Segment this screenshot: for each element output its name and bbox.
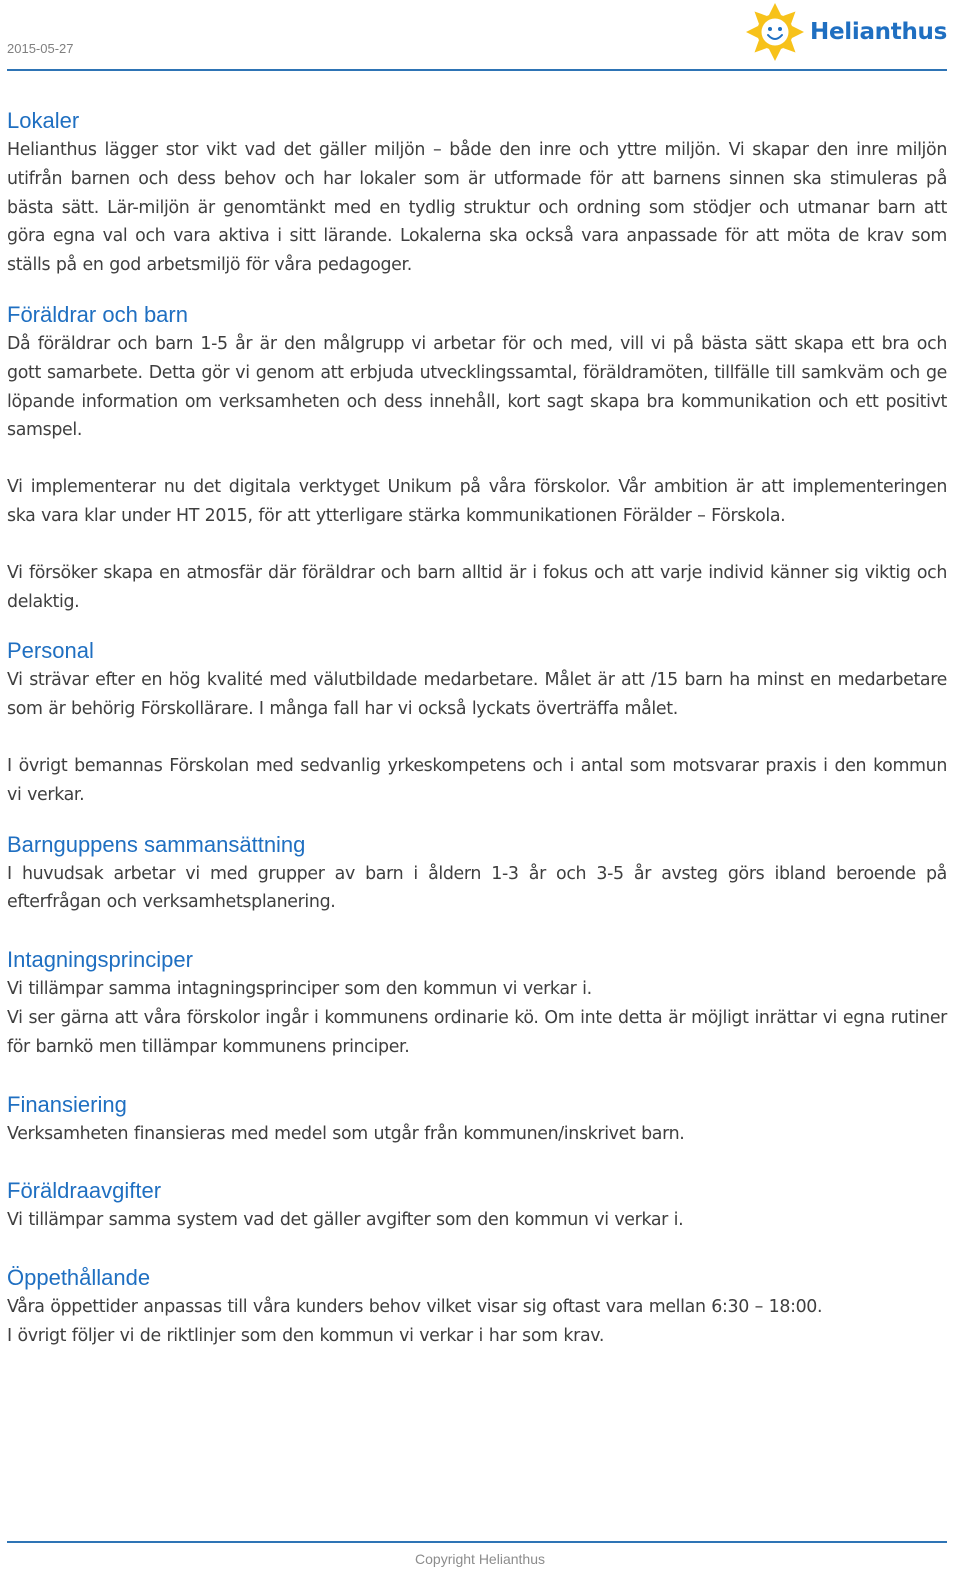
footer-copyright: Copyright Helianthus bbox=[415, 1551, 545, 1567]
section-oppethallande bbox=[7, 1263, 947, 1351]
paragraph: Våra öppettider anpassas till våra kunders behov vilket visar sig oftast vara mellan 6:30 – 18:00. bbox=[7, 1297, 823, 1318]
section-foraldrar-och-barn bbox=[7, 300, 947, 616]
helianthus-logo bbox=[744, 2, 947, 62]
section-personal bbox=[7, 636, 947, 809]
paragraph: Vi tillämpar samma intagningsprinciper som den kommun vi verkar i. bbox=[7, 979, 592, 1000]
section-title: Öppethållande bbox=[7, 1265, 151, 1291]
section-title: Lokaler bbox=[7, 108, 80, 133]
paragraph: I övrigt bemannas Förskolan med sedvanlig yrkeskompetens och i antal som motsvarar praxis i den kommun vi verkar. bbox=[7, 755, 947, 805]
paragraph: Vi tillämpar samma system vad det gäller avgifter som den kommun vi verkar i. bbox=[7, 1210, 684, 1231]
paragraph: Då föräldrar och barn 1-5 år är den målgrupp vi arbetar för och med, vill vi på bästa sätt skapa ett bra och gott samarbete. Detta gör vi genom att erbjuda utvecklingssamtal, föräldramöten, tillfälle till samkväm och ge löpande information om verksamheten och dess innehåll, kort sagt skapa bra kommunikation och ett positivt samspel. bbox=[7, 333, 947, 441]
section-intagningsprinciper bbox=[7, 945, 947, 1061]
paragraph: Helianthus lägger stor vikt vad det gäller miljön – både den inre och yttre miljön. Vi skapar den inre miljön utifrån barnen och dess behov och har lokaler som är utformade för att barnens sinnen ska stimuleras på bästa sätt. Lär-miljön är genomtänkt med en tydlig struktur och ordning som stödjer och utmanar barn att göra egna val och vara aktiva i sitt lärande. Lokalerna ska också vara anpassade för att möta de krav som ställs på en god arbetsmiljö för våra pedagoger. bbox=[7, 140, 947, 276]
paragraph: I huvudsak arbetar vi med grupper av barn i åldern 1-3 år och 3-5 år avsteg görs ibland beroende på efterfrågan och verksamhetsplanering. bbox=[7, 863, 947, 913]
section-title: Föräldrar och barn bbox=[7, 301, 188, 327]
footer-divider bbox=[7, 1541, 947, 1543]
section-title: Föräldraavgifter bbox=[7, 1178, 162, 1204]
section-finansiering bbox=[7, 1090, 947, 1149]
header-divider bbox=[7, 69, 947, 71]
paragraph: Verksamheten finansieras med medel som utgår från kommunen/inskrivet barn. bbox=[7, 1123, 685, 1144]
document-body bbox=[7, 106, 947, 1351]
section-title: Finansiering bbox=[7, 1091, 127, 1117]
section-barngruppens-sammansattning bbox=[7, 830, 947, 918]
section-title: Intagningsprinciper bbox=[7, 947, 193, 973]
section-foraldraavgifter bbox=[7, 1176, 947, 1235]
paragraph: I övrigt följer vi de riktlinjer som den kommun vi verkar i har som krav. bbox=[7, 1325, 605, 1346]
paragraph: Vi implementerar nu det digitala verktyget Unikum på våra förskolor. Vår ambition är att implementeringen ska vara klar under HT 2015, för att ytterligare stärka kommunikationen Förälder – Förskola. bbox=[7, 477, 947, 526]
header-date: 2015-05-27 bbox=[7, 41, 74, 56]
section-title: Personal bbox=[7, 638, 94, 664]
paragraph: Vi försöker skapa en atmosfär där föräldrar och barn alltid är i fokus och att varje individ känner sig viktig och delaktig. bbox=[7, 562, 947, 612]
logo-text: Helianthus bbox=[810, 19, 947, 45]
paragraph: Vi ser gärna att våra förskolor ingår i kommunens ordinarie kö. Om inte detta är möjligt inrättar vi egna rutiner för barnkö men tillämpar kommunens principer. bbox=[7, 1007, 947, 1057]
section-lokaler bbox=[7, 106, 947, 280]
paragraph: Vi strävar efter en hög kvalité med välutbildade medarbetare. Målet är att /15 barn ha minst en medarbetare som är behörig Förskollärare. I många fall har vi också lyckats överträffa målet. bbox=[7, 670, 947, 720]
section-title: Barnguppens sammansättning bbox=[7, 831, 306, 857]
page-header bbox=[7, 0, 947, 72]
sun-icon bbox=[744, 2, 806, 62]
